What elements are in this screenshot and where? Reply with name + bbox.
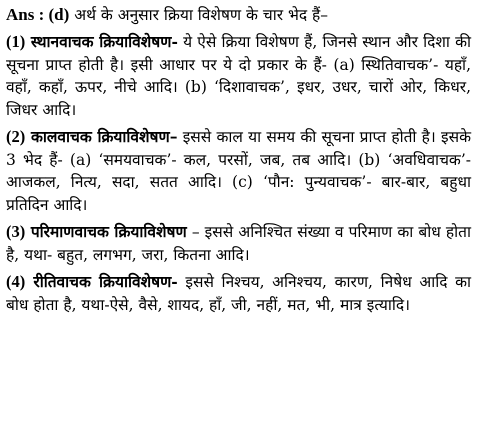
section-number: (3)	[6, 222, 26, 241]
section-heading: कालवाचक क्रियाविशेषण–	[25, 127, 178, 146]
section-number: (1)	[6, 32, 26, 51]
section-text: इससे काल या समय की सूचना प्राप्त होती है। इसके 3 भेद हैं- (a) ‘समयवाचक’- कल, परसों, जब, तब आदि। (b) ‘अवधिवाचक’- आजकल, नित्य, सदा, सतत आदि। (c) ‘पौन: पुन्यवाचक’- बार-बार, बहुधा प्रतिदिन आदि।	[6, 128, 471, 214]
section-text: इससे निश्चय, अनिश्चय, कारण, निषेध आदि का बोध होता है, यथा-ऐसे, वैसे, शायद, हाँ, जी, नहीं, मत, भी, मात्र इत्यादि।	[6, 273, 471, 314]
answer-intro-text: अर्थ के अनुसार क्रिया विशेषण के चार भेद हैं–	[69, 6, 329, 24]
answer-label: Ans : (d)	[6, 5, 70, 24]
section-text: ये ऐसे क्रिया विशेषण हैं, जिनसे स्थान और दिशा की सूचना प्राप्त होती है। इसी आधार पर ये दो प्रकार के हैं- (a) स्थितिवाचक’- यहाँ, वहाँ, कहाँ, ऊपर, नीचे आदि। (b) ‘दिशावाचक’, इधर, उधर, चारों ओर, किधर, जिधर आदि।	[6, 33, 472, 119]
section-place-adverb	[6, 31, 471, 121]
section-heading: परिमाणवाचक क्रियाविशेषण	[25, 222, 187, 241]
section-quantity-adverb	[6, 221, 471, 266]
section-heading: स्थानवाचक क्रियाविशेषण-	[25, 32, 178, 51]
section-manner-adverb	[6, 271, 471, 316]
section-text: – इससे अनिश्चित संख्या व परिमाण का बोध होता है, यथा- बहुत, लगभग, जरा, कितना आदि।	[6, 223, 471, 264]
section-time-adverb	[6, 126, 471, 216]
section-number: (2)	[6, 127, 26, 146]
answer-intro	[6, 4, 471, 26]
section-number: (4)	[6, 272, 26, 291]
section-heading: रीतिवाचक क्रियाविशेषण-	[25, 272, 178, 291]
